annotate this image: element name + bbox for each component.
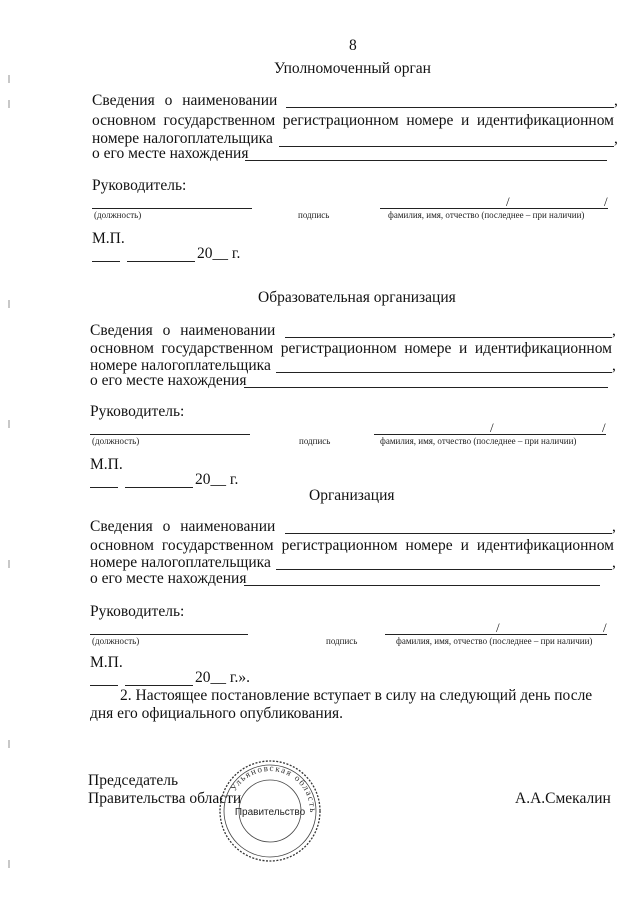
seal-ring-text: Ульяновская область: [228, 762, 319, 814]
head-label: Руководитель:: [90, 403, 185, 420]
info-location-line: [244, 387, 608, 388]
scan-mark: [8, 560, 10, 568]
year-label: 20__ г.: [197, 245, 241, 262]
slash: /: [604, 194, 608, 209]
month-line: [125, 487, 193, 488]
scan-mark: [8, 75, 10, 83]
day-line: [92, 261, 120, 262]
head-label: Руководитель:: [92, 177, 187, 194]
position-line: [90, 634, 248, 635]
signatory-name: А.А.Смекалин: [515, 790, 611, 807]
scan-mark: [8, 740, 10, 748]
stamp-place-label: М.П.: [90, 456, 123, 473]
position-caption: (должность): [92, 636, 140, 646]
signatory-title-line2: Правительства области: [88, 790, 242, 807]
scan-mark: [8, 860, 10, 868]
info-regnum-label: основном государственном регистрационном номере и идентификационном: [90, 340, 612, 357]
year-label: 20__ г.: [195, 471, 239, 488]
month-line: [125, 685, 193, 686]
official-seal-stamp: [216, 757, 324, 865]
closing-paragraph-line2: дня его официального опубликования.: [90, 705, 344, 722]
info-location-label: о его месте нахождения: [92, 145, 249, 162]
info-inn-label: номере налогоплательщика: [92, 130, 273, 147]
info-name-line: [286, 107, 614, 108]
info-location-line: [244, 585, 600, 586]
info-inn-line: [279, 146, 614, 147]
comma: ,: [612, 322, 616, 339]
seal-center-text: Правительство: [234, 807, 306, 818]
slash: /: [602, 420, 606, 435]
info-inn-line: [276, 569, 612, 570]
stamp-place-label: М.П.: [92, 230, 125, 247]
fio-caption: фамилия, имя, отчество (последнее – при наличии): [388, 210, 585, 220]
year-label-end: 20__ г.».: [195, 669, 250, 686]
fio-line: [380, 208, 608, 209]
scan-mark: [8, 420, 10, 428]
closing-paragraph-line1: 2. Настоящее постановление вступает в силу на следующий день после: [120, 687, 593, 704]
comma: ,: [614, 130, 618, 147]
info-location-label: о его месте нахождения: [90, 372, 247, 389]
info-location-label: о его месте нахождения: [90, 570, 247, 587]
page-number: 8: [349, 37, 357, 54]
month-line: [127, 261, 195, 262]
section-title-educational-org: Образовательная организация: [258, 289, 456, 306]
info-location-line: [245, 160, 607, 161]
day-line: [90, 685, 118, 686]
slash: /: [603, 620, 607, 635]
info-regnum-label: основном государственном регистрационном номере и идентификационном: [92, 112, 614, 129]
comma: ,: [612, 357, 616, 374]
slash: /: [496, 620, 500, 635]
info-inn-label: номере налогоплательщика: [90, 554, 271, 571]
position-line: [92, 208, 252, 209]
info-name-line: [285, 337, 612, 338]
position-caption: (должность): [92, 436, 140, 446]
section-title-authorized-body: Уполномоченный орган: [274, 60, 431, 77]
info-regnum-label: основном государственном регистрационном номере и идентификационном: [90, 537, 614, 554]
fio-caption: фамилия, имя, отчество (последнее – при наличии): [396, 636, 593, 646]
scan-mark: [8, 300, 10, 308]
head-label: Руководитель:: [90, 603, 185, 620]
fio-caption: фамилия, имя, отчество (последнее – при наличии): [380, 436, 577, 446]
signature-caption: подпись: [299, 436, 331, 446]
stamp-place-label: М.П.: [90, 654, 123, 671]
position-line: [90, 434, 250, 435]
info-inn-line: [276, 372, 612, 373]
info-name-line: [285, 533, 612, 534]
section-title-organization: Организация: [309, 487, 395, 504]
position-caption: (должность): [94, 210, 142, 220]
slash: /: [490, 420, 494, 435]
day-line: [90, 487, 118, 488]
signature-caption: подпись: [298, 210, 330, 220]
info-name-label: Сведения о наименовании: [90, 322, 276, 339]
comma: ,: [612, 518, 616, 535]
comma: ,: [612, 554, 616, 571]
info-name-label: Сведения о наименовании: [90, 518, 276, 535]
info-inn-label: номере налогоплательщика: [90, 357, 271, 374]
scan-mark: [8, 100, 10, 108]
signatory-title-line1: Председатель: [88, 772, 179, 789]
comma: ,: [614, 92, 618, 109]
info-name-label: Сведения о наименовании: [92, 92, 278, 109]
slash: /: [506, 194, 510, 209]
signature-caption: подпись: [326, 636, 358, 646]
